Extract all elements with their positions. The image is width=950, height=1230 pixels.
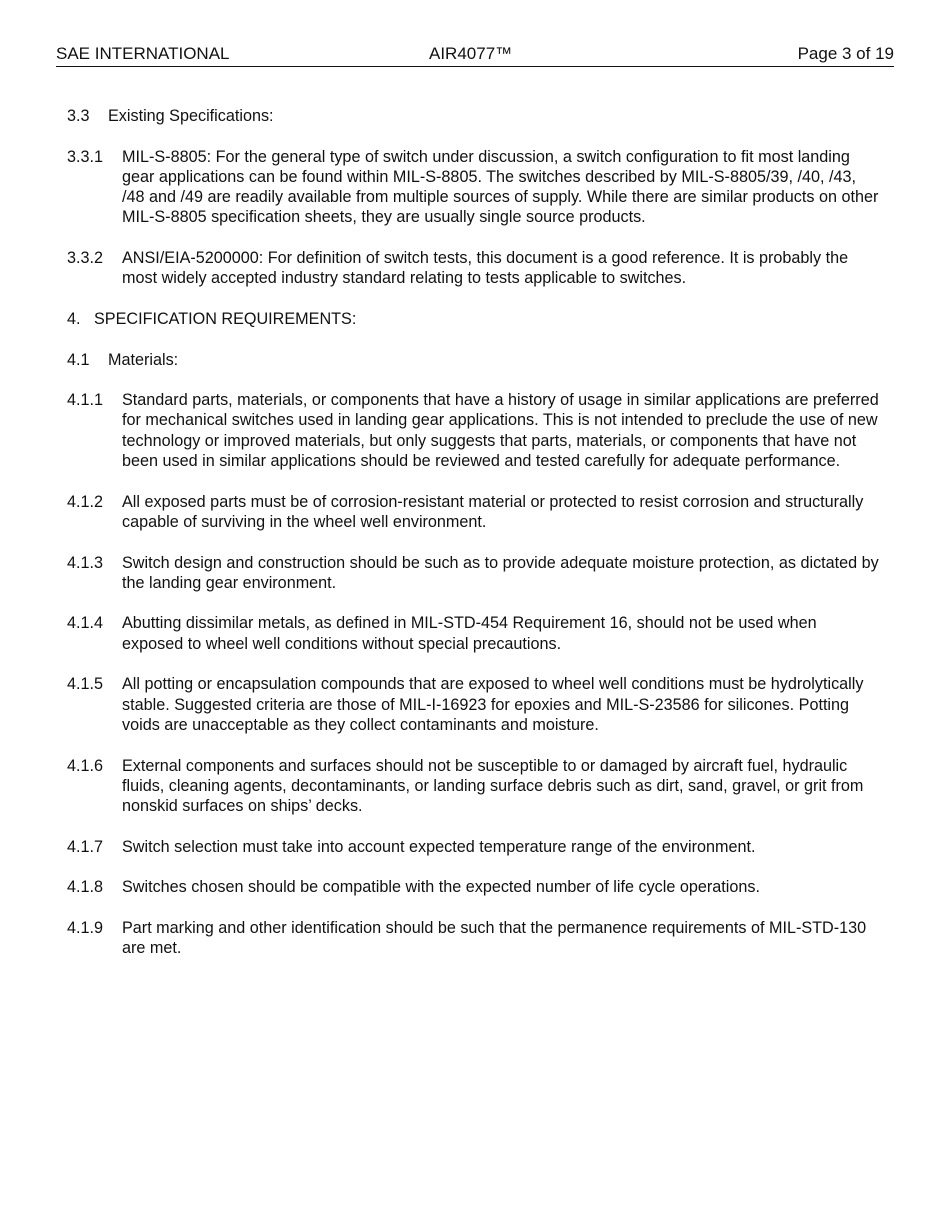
- section-number: 4.1.8: [67, 878, 104, 897]
- section-4: [67, 309, 879, 329]
- section-3-3: [67, 106, 879, 126]
- section-3-3-1: [67, 147, 879, 228]
- section-number: 4.1.7: [67, 837, 104, 856]
- header-organization: SAE INTERNATIONAL: [56, 44, 230, 63]
- section-number: 4.: [67, 309, 81, 328]
- section-4-1-5: [67, 674, 879, 735]
- section-number: 3.3: [67, 107, 90, 125]
- section-number: 4.1.1: [67, 391, 104, 410]
- header-page-number: Page 3 of 19: [797, 44, 894, 63]
- section-number: 4.1: [67, 350, 90, 369]
- section-text: All potting or encapsulation compounds that are exposed to wheel well conditions must be hydrolytically stable. Suggested criteria are those of MIL-I-16923 for epoxies and MIL-S-23586 for silicones. Potting voids are unacceptable as they collect contaminants and moisture.: [122, 675, 864, 734]
- section-text: All exposed parts must be of corrosion-resistant material or protected to resist corrosion and structurally capable of surviving in the wheel well environment.: [122, 492, 864, 531]
- section-heading: Materials:: [108, 350, 179, 369]
- document-body: [67, 106, 879, 979]
- section-text: Standard parts, materials, or components that have a history of usage in similar applications are preferred for mechanical switches used in landing gear applications. This is not intended to preclude the use of new technology or improved materials, but only suggests that parts, materials, or components that have not been used in similar applications should be reviewed and tested carefully for adequate performance.: [122, 391, 879, 471]
- section-heading: Existing Specifications:: [108, 107, 274, 125]
- section-3-3-2: [67, 248, 879, 289]
- section-text: Part marking and other identification should be such that the permanence requirements of MIL-STD-130 are met.: [122, 918, 867, 958]
- section-4-1: [67, 350, 879, 370]
- section-number: 4.1.9: [67, 918, 104, 937]
- section-heading: SPECIFICATION REQUIREMENTS:: [94, 309, 357, 328]
- section-text: MIL-S-8805: For the general type of switch under discussion, a switch configuration to fit most landing gear applications can be found within MIL-S-8805. The switches described by MIL-S-8805/39, /40, /43, /48 and /49 are readily available from multiple sources of supply. While there are similar products on other MIL-S-8805 specification sheets, they are usually single source products.: [122, 147, 879, 227]
- section-4-1-2: [67, 492, 879, 533]
- header-document-id: AIR4077™: [429, 44, 513, 63]
- section-4-1-9: [67, 918, 879, 959]
- section-text: Switch design and construction should be such as to provide adequate moisture protection, as dictated by the landing gear environment.: [122, 553, 879, 592]
- section-number: 3.3.2: [67, 249, 104, 268]
- section-4-1-4: [67, 613, 879, 654]
- page-header: [56, 44, 894, 67]
- section-text: External components and surfaces should not be susceptible to or damaged by aircraft fuel, hydraulic fluids, cleaning agents, decontaminants, or landing surface debris such as dirt, sand, gravel, or grit from nonskid surfaces on ships’ decks.: [122, 756, 864, 816]
- section-number: 3.3.1: [67, 147, 104, 166]
- section-number: 4.1.3: [67, 553, 104, 572]
- section-number: 4.1.5: [67, 675, 104, 694]
- section-4-1-7: [67, 837, 879, 857]
- section-number: 4.1.6: [67, 756, 104, 775]
- section-4-1-1: [67, 390, 879, 471]
- section-text: ANSI/EIA-5200000: For definition of switch tests, this document is a good reference. It is probably the most widely accepted industry standard relating to tests applicable to switches.: [122, 249, 849, 288]
- section-4-1-3: [67, 553, 879, 594]
- section-text: Abutting dissimilar metals, as defined in MIL-STD-454 Requirement 16, should not be used when exposed to wheel well conditions without special precautions.: [122, 614, 817, 653]
- section-4-1-8: [67, 877, 879, 897]
- section-number: 4.1.4: [67, 614, 104, 633]
- section-4-1-6: [67, 756, 879, 817]
- section-text: Switches chosen should be compatible with the expected number of life cycle operations.: [122, 878, 760, 897]
- section-number: 4.1.2: [67, 492, 104, 511]
- section-text: Switch selection must take into account expected temperature range of the environment.: [122, 837, 756, 856]
